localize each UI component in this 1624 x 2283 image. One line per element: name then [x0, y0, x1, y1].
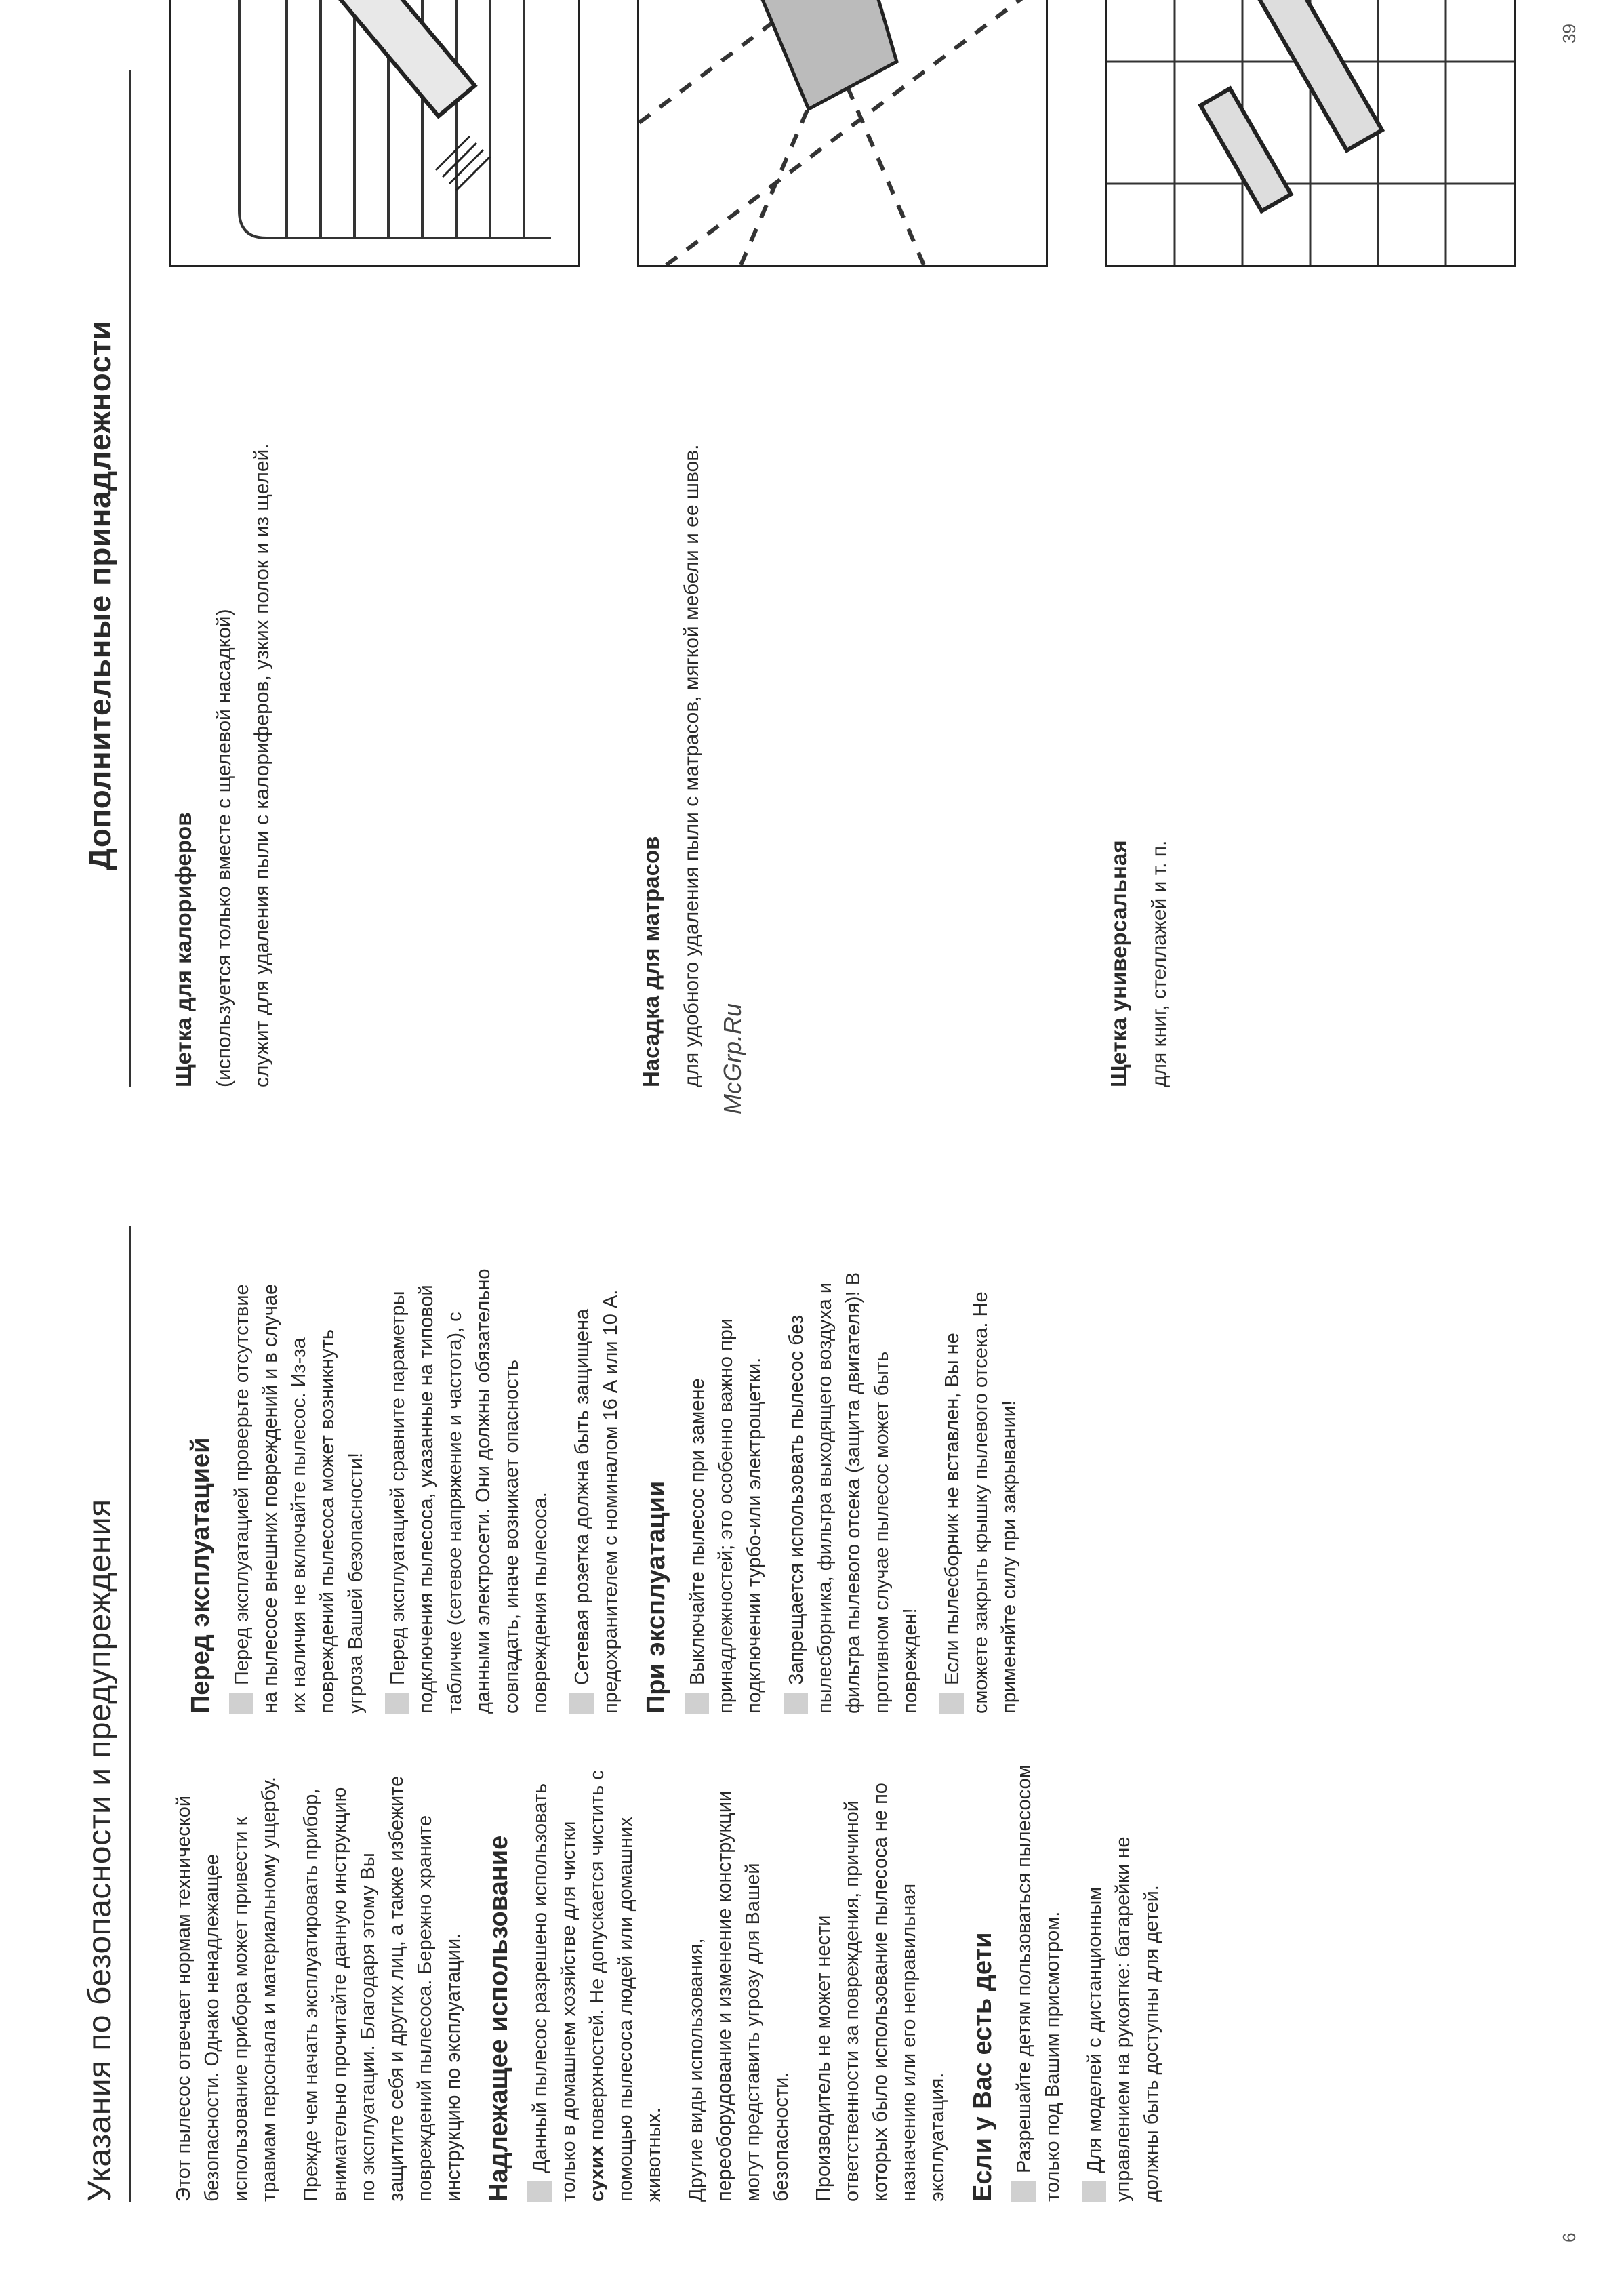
page-number-right: 39: [1559, 24, 1579, 43]
before-use-p3: Сетевая розетка должна быть защищена предохранителем с номиналом 16 А или 10 А.: [568, 1266, 625, 1714]
accessories-rule: [129, 70, 131, 1087]
before-use-p1: Перед эксплуатацией проверьте отсутствие на пылесосе внешних повреждений и в случае их наличия не включайте пылесос. Из-за повреждений пылесоса может возникнуть угроза Вашей безопасности!: [228, 1266, 370, 1714]
proper-use-p2: Другие виды использования, переоборудование и изменение конструкции могут представить угрозу для Вашей безопасности.: [685, 1790, 792, 2202]
during-use-p2: Запрещается использовать пылесос без пылесборника, фильтра выходящего воздуха и фильтра пылевого отсека (защита двигателя)! В противном случае пылесос может быть поврежден!: [782, 1266, 925, 1714]
title-rule: [129, 1226, 131, 2202]
proper-use-p1: Данный пылесос разрешено использовать только в домашнем хозяйстве для чистки сухих поверхностей. Не допускается чистить с помощью пылесоса людей или домашних животных.: [526, 1761, 668, 2202]
page-number-left: 6: [1559, 2232, 1579, 2242]
universal-brush-icon: [1107, 0, 1514, 265]
bullet-marker-icon: [385, 1693, 409, 1714]
during-use-heading: При эксплуатации: [642, 1480, 670, 1714]
bullet-marker-icon: [527, 2181, 552, 2202]
proper-use-p3: Производитель не может нести ответственности за повреждения, причиной которых было использование пылесоса не по назначению или его неправильная эксплуатация.: [813, 1783, 948, 2202]
accessory-mattress-nozzle: [637, 342, 716, 1087]
during-use-p3: Если пылесборник не вставлен, Вы не сможете закрыть крышку пылевого отсека. Не применяйте силу при закрывании!: [938, 1266, 1023, 1714]
bullet-marker-icon: [229, 1693, 253, 1714]
proper-use-heading: Надлежащее использование: [485, 1835, 513, 2202]
bullet-marker-icon: [569, 1693, 594, 1714]
bullet-marker-icon: [1011, 2181, 1036, 2202]
accessory-text: для книг, стеллажей и т. п.: [1148, 840, 1171, 1087]
page-left: [0, 1142, 1624, 2283]
right-column: [169, 1266, 1037, 1714]
accessory-text: служит для удаления пыли с калориферов, узких полок и из щелей.: [251, 443, 273, 1087]
bullet-marker-icon: [1082, 2181, 1106, 2202]
children-heading: Если у Вас есть дети: [969, 1932, 997, 2202]
accessories-title: Дополнительные принадлежности: [82, 320, 117, 870]
radiator-brush-illustration: [169, 0, 580, 267]
during-use-p1: Выключайте пылесос при замене принадлежностей; это особенно важно при подключении турбо-или электрощетки.: [683, 1266, 769, 1714]
bullet-marker-icon: [685, 1693, 709, 1714]
page-title: Указания по безопасности и предупреждения: [82, 1499, 118, 2202]
accessory-note: (используется только вместе с щелевой насадкой): [213, 609, 235, 1087]
accessory-heading: Насадка для матрасов: [638, 836, 664, 1087]
accessory-universal-brush: [1105, 342, 1183, 1087]
accessory-heading: Щетка для калориферов: [171, 812, 196, 1087]
bullet-marker-icon: [784, 1693, 808, 1714]
radiator-brush-icon: [171, 0, 578, 265]
before-use-p2: Перед эксплуатацией сравните параметры подключения пылесоса, указанные на типовой табличке (сетевое напряжение и частота), с данными электросети. Они должны обязательно совпадать, иначе возникает опасность повреждения пылесоса.: [384, 1266, 554, 1714]
accessory-heading: Щетка универсальная: [1106, 840, 1131, 1087]
intro-paragraph-2: Прежде чем начать эксплуатировать прибор, внимательно прочитайте данную инструкцию по эксплуатации. Благодаря этому Вы защитите себя и других лиц, а также избежите повреждений пылесоса. Бережно храните инструкцию по эксплуатации.: [300, 1775, 464, 2202]
before-use-heading: Перед эксплуатацией: [186, 1437, 215, 1714]
accessory-text: для удобного удаления пыли с матрасов, мягкой мебели и ее швов.: [681, 444, 703, 1087]
mattress-nozzle-icon: [639, 0, 1046, 265]
children-p2: Для моделей с дистанционным управлением на рукоятке: батарейки не должны быть доступны для детей.: [1080, 1761, 1166, 2202]
bullet-marker-icon: [939, 1693, 964, 1714]
watermark: McGrp.Ru: [718, 1003, 746, 1114]
left-column: [169, 1761, 1179, 2202]
children-p1: Разрешайте детям пользоваться пылесосом только под Вашим присмотром.: [1010, 1761, 1067, 2202]
mattress-nozzle-illustration: [637, 0, 1048, 267]
intro-paragraph-1: Этот пылесос отвечает нормам технической безопасности. Однако ненадлежащее использование прибора может привести к травмам персонала и материальному ущербу.: [173, 1777, 280, 2202]
universal-brush-illustration: [1105, 0, 1516, 267]
accessory-radiator-brush: [169, 342, 286, 1087]
